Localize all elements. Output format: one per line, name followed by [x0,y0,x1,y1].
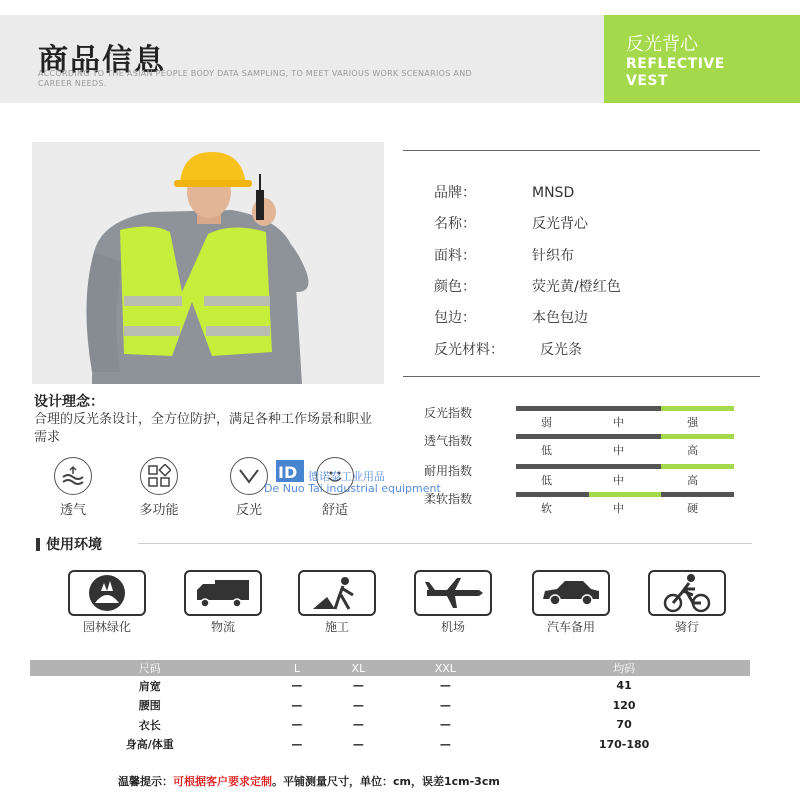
index-bar-durable [516,464,734,469]
construction-icon [298,570,376,616]
table-row: 肩宽 — — — 41 [138,679,632,693]
env-item-landscaping: 园林绿化 [68,570,146,635]
index-bar-breathable [516,434,734,439]
env-item-car: 汽车备用 [532,570,610,635]
cycling-icon [648,570,726,616]
env-item-construction: 施工 [298,570,376,635]
car-icon [532,570,610,616]
spec-row-reflective-material: 反光材料： 反光条 [434,342,582,358]
breathable-icon [54,457,92,495]
landscaping-icon [68,570,146,616]
spec-divider-top [403,150,760,151]
index-label-breathable: 透气指数 [424,434,473,448]
environment-divider [138,543,752,544]
feature-label: 反光 [235,503,262,518]
feature-label: 透气 [59,503,86,518]
concept-description: 合理的反光条设计，全方位防护，满足各种工作场景和职业需求 [34,412,373,445]
index-fill [661,434,734,439]
page-title: 商品信息 [38,43,166,78]
index-label-reflective: 反光指数 [424,406,473,420]
feature-label: 舒适 [321,503,348,518]
feature-breathable [40,457,106,518]
index-bar-softness [516,492,734,497]
svg-text:德诺泰工业用品: 德诺泰工业用品 [308,470,385,483]
env-item-logistics: 物流 [184,570,262,635]
table-row: 身高/体重 — — — 170-180 [125,737,650,752]
badge-en-2: VEST [626,73,669,89]
product-badge [604,15,800,103]
env-item-airport: 机场 [414,570,492,635]
index-bar-reflective [516,406,734,411]
size-table-header [30,660,750,676]
size-note: 温馨提示：可根据客户要求定制。平铺测量尺寸，单位：cm，误差1cm-3cm [118,775,500,788]
size-header-cell: L [269,660,324,676]
truck-icon [184,570,262,616]
size-table [30,660,750,754]
table-row: 腰围 — — — 120 [138,698,636,713]
spec-row-color: 颜色： 荧光黄/橙红色 [434,279,621,295]
custom-highlight: 可根据客户要求定制 [173,775,272,788]
feature-label: 多功能 [139,503,179,518]
table-row: 衣长 — — — 70 [138,718,632,732]
watermark-logo [262,458,542,498]
airplane-icon [414,570,492,616]
spec-row-brand: 品牌： MNSD [434,185,575,201]
spec-divider-bottom [403,376,760,377]
svg-text:ID: ID [278,463,298,482]
badge-en-1: REFLECTIVE [626,56,725,72]
spec-row-fabric: 面料： 针织布 [434,248,574,264]
page-subtitle: ACCORDING TO THE ASIAN PEOPLE BODY DATA SAMPLING, TO MEET VARIOUS WORK SCENARIOS AND CAREER NEEDS. [38,69,472,88]
spec-row-edging: 包边： 本色包边 [434,310,588,326]
multifunction-icon [140,457,178,495]
index-fill [661,406,734,411]
environment-title: 使用环境 [36,534,102,554]
size-header-cell: XXL [392,660,498,676]
svg-text:De Nuo Tai industrial equipmen: De Nuo Tai industrial equipment [264,482,441,495]
spec-row-name: 名称： 反光背心 [434,216,588,232]
badge-cn: 反光背心 [626,34,698,55]
index-label-durable: 耐用指数 [424,464,473,478]
size-header-cell: 尺码 [30,660,269,676]
index-fill [589,492,662,497]
size-header-cell: XL [324,660,392,676]
product-photo [32,142,384,384]
concept-title: 设计理念： [34,394,104,410]
feature-multifunction [126,457,192,518]
env-item-cycling: 骑行 [648,570,726,635]
index-label-softness: 柔软指数 [424,492,473,506]
size-header-cell: 均码 [498,660,750,676]
index-fill [661,464,734,469]
